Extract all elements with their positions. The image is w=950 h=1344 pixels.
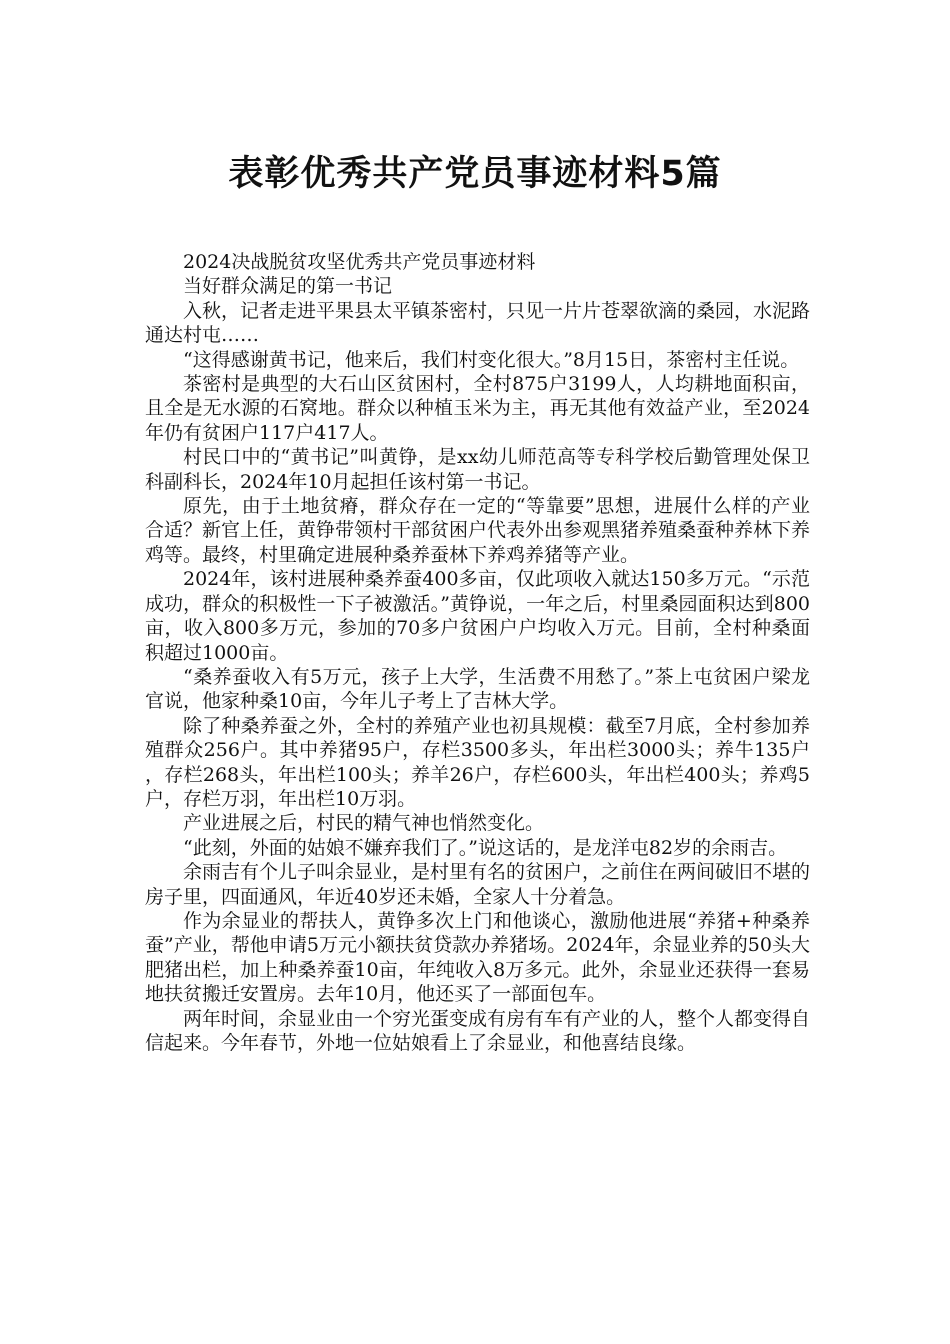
paragraph: 2024年，该村进展种桑养蚕400多亩，仅此项收入就达150多万元。“示范成功，群众的积极性一下子被激活。”黄铮说，一年之后，村里桑园面积达到800亩，收入800多万元，参加的70多户贫困户户均收入万元。目前，全村种桑面积超过1000亩。 <box>145 568 810 664</box>
paragraph: 除了种桑养蚕之外，全村的养殖产业也初具规模：截至7月底，全村参加养殖群众256户。其中养猪95户，存栏3500多头，年出栏3000头；养牛135户，存栏268头，年出栏100头；养羊26户，存栏600头，年出栏400头；养鸡5户，存栏万羽，年出栏10万羽。 <box>145 714 810 810</box>
paragraph-section-heading: 2024决战脱贫攻坚优秀共产党员事迹材料 <box>183 251 536 273</box>
paragraph: “这得感谢黄书记，他来后，我们村变化很大。”8月15日，茶密村主任说。 <box>183 348 800 371</box>
document-title: 表彰优秀共产党员事迹材料5篇 <box>228 154 722 195</box>
paragraph-article-title: 当好群众满足的第一书记 <box>183 275 393 298</box>
paragraph: 原先，由于土地贫瘠，群众存在一定的“等靠要”思想，进展什么样的产业合适？新官上任，黄铮带领村干部贫困户代表外出参观黑猪养殖桑蚕种养林下养鸡等。最终，村里确定进展种桑养蚕林下养鸡养猪等产业。 <box>145 495 811 566</box>
paragraph: “桑养蚕收入有5万元，孩子上大学，生活费不用愁了。”茶上屯贫困户梁龙官说，他家种桑10亩，今年儿子考上了吉林大学。 <box>145 665 810 713</box>
document-body <box>145 250 810 1055</box>
paragraph: 余雨吉有个儿子叫余显业，是村里有名的贫困户，之前住在两间破旧不堪的房子里，四面通风，年近40岁还未婚，全家人十分着急。 <box>145 861 811 908</box>
paragraph: 入秋，记者走进平果县太平镇茶密村，只见一片片苍翠欲滴的桑园，水泥路通达村屯…… <box>145 299 811 347</box>
paragraph: 村民口中的“黄书记”叫黄铮，是xx幼儿师范高等专科学校后勤管理处保卫科副科长，2024年10月起担任该村第一书记。 <box>145 446 810 493</box>
paragraph: “此刻，外面的姑娘不嫌弃我们了。”说这话的，是龙洋屯82岁的余雨吉。 <box>183 836 788 859</box>
paragraph: 茶密村是典型的大石山区贫困村，全村875户3199人，人均耕地面积亩，且全是无水源的石窝地。群众以种植玉米为主，再无其他有效益产业，至2024年仍有贫困户117户417人。 <box>145 373 810 444</box>
paragraph: 产业进展之后，村民的精气神也悄然变化。 <box>183 812 545 835</box>
paragraph: 两年时间，余显业由一个穷光蛋变成有房有车有产业的人，整个人都变得自信起来。今年春节，外地一位姑娘看上了余显业，和他喜结良缘。 <box>145 1007 811 1054</box>
paragraph: 作为余显业的帮扶人，黄铮多次上门和他谈心，激励他进展“养猪+种桑养蚕”产业，帮他申请5万元小额扶贫贷款办养猪场。2024年，余显业养的50头大肥猪出栏，加上种桑养蚕10亩，年纯收入8万多元。此外，余显业还获得一套易地扶贫搬迁安置房。去年10月，他还买了一部面包车。 <box>145 909 810 1006</box>
